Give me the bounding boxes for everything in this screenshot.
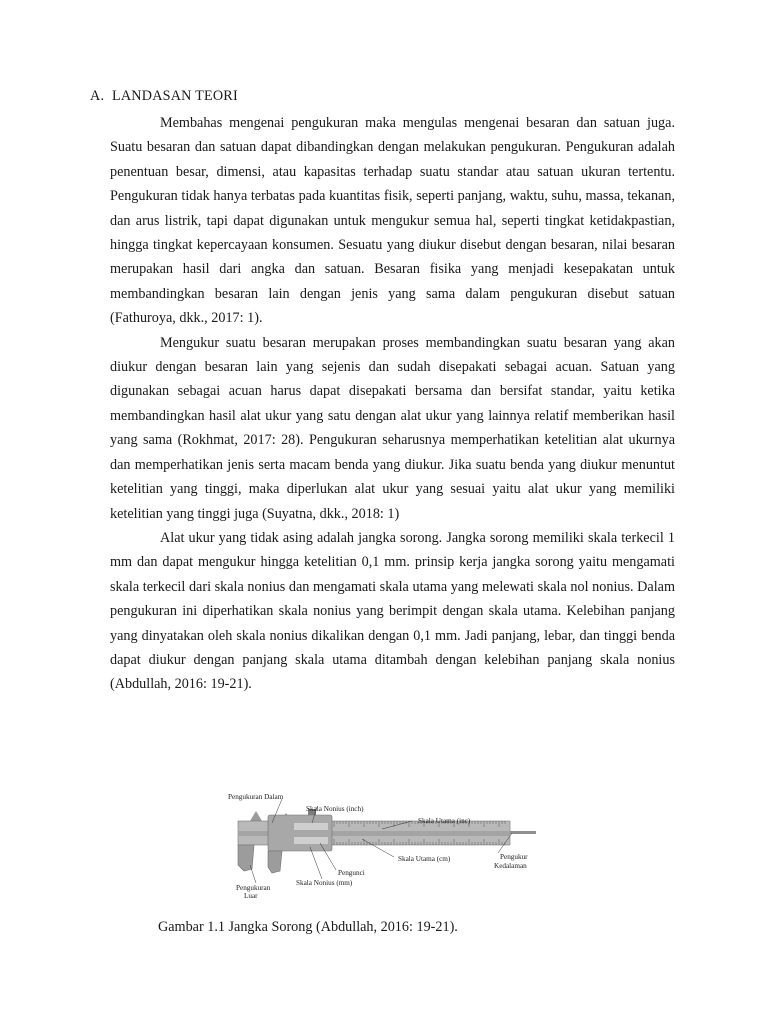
label-depth-probe-2: Kedalaman [494,862,527,870]
section-heading [90,86,238,106]
figure-caption: Gambar 1.1 Jangka Sorong (Abdullah, 2016: 19-21). [158,919,458,935]
vernier-plate-upper [294,823,328,830]
paragraph-2: Mengukur suatu besaran merupakan proses membandingkan suatu besaran yang akan diukur dengan besaran lain yang sejenis dan sudah disepakati sebagai acuan. Satuan yang digunakan sebagai acuan harus dapat disepakati bersama dan bersifat standar, yaitu ketika membandingkan hasil alat ukur yang satu dengan alat ukur yang lainnya relatif memberikan hasil yang sama (Rokhmat, 2017: 28). Pengukuran seharusnya memperhatikan ketelitian alat ukurnya dan memperhatikan jenis serta macam benda yang diukur. Jika suatu benda yang diukur menuntut ketelitian yang tinggi, maka diperlukan alat ukur yang sesuai yaitu alat ukur yang memiliki ketelitian yang tinggi juga (Suyatna, dkk., 2018: 1) [110,334,675,522]
label-outside-jaws-2: Luar [244,892,258,899]
label-vernier-mm: Skala Nonius (mm) [296,879,353,887]
vernier-caliper-figure [222,787,540,899]
inside-jaw-fixed [250,811,262,821]
depth-probe [510,831,536,834]
paragraph-3: Alat ukur yang tidak asing adalah jangka sorong. Jangka sorong memiliki skala terkecil 1 mm dan dapat mengukur hingga ketelitian 0,1 mm. prinsip kerja jangka sorong yaitu mengamati skala terkecil dari skala nonius dan mengamati skala utama yang melewati skala nol nonius. Dalam pengukuran ini diperhatikan skala nonius yang berimpit dengan skala utama. Kelebihan panjang yang dinyatakan oleh skala nonius dikalikan dengan 0,1 mm. Jadi panjang, lebar, dan tinggi benda dapat diukur dengan panjang skala utama ditambah dengan kelebihan panjang skala nonius (Abdullah, 2016: 19-21). [110,529,675,693]
label-outside-jaws-1: Pengukuran [236,884,271,892]
body-text [110,111,675,697]
label-lock-screw: Pengunci [338,869,365,877]
label-main-scale-inch: Skala Utama (inc) [418,817,471,825]
label-main-scale-cm: Skala Utama (cm) [398,855,451,863]
outside-jaw-fixed [238,845,254,871]
section-title: LANDASAN TEORI [112,88,238,104]
paragraph-1: Membahas mengenai pengukuran maka mengulas mengenai besaran dan satuan juga. Suatu besaran dan satuan dapat dibandingkan dengan melakukan pengukuran. Pengukuran adalah penentuan besar, dimensi, atau kapasitas terhadap suatu standar atau satuan ukuran tertentu. Pengukuran tidak hanya terbatas pada kuantitas fisik, seperti panjang, waktu, suhu, massa, tekanan, dan arus listrik, tapi dapat digunakan untuk mengukur semua hal, seperti tingkat ketidakpastian, hingga tingkat kepercayaan konsumen. Sesuatu yang diukur disebut dengan besaran, nilai besaran merupakan hasil dari angka dan satuan. Besaran fisika yang menjadi kesepakatan untuk membandingkan besaran lain dengan jenis yang sama dalam pengukuran disebut satuan (Fathuroya, dkk., 2017: 1). [110,115,675,327]
vernier-caliper-diagram [222,787,540,899]
sliding-jaw [268,815,332,851]
section-letter: A. [90,88,105,104]
label-vernier-inch: Skala Nonius (inch) [306,805,364,813]
vernier-plate-lower [294,837,328,844]
label-depth-probe-1: Pengukur [500,853,528,861]
label-inside-jaws: Pengukuran Dalam [228,793,284,801]
outside-jaw-sliding [268,851,282,873]
